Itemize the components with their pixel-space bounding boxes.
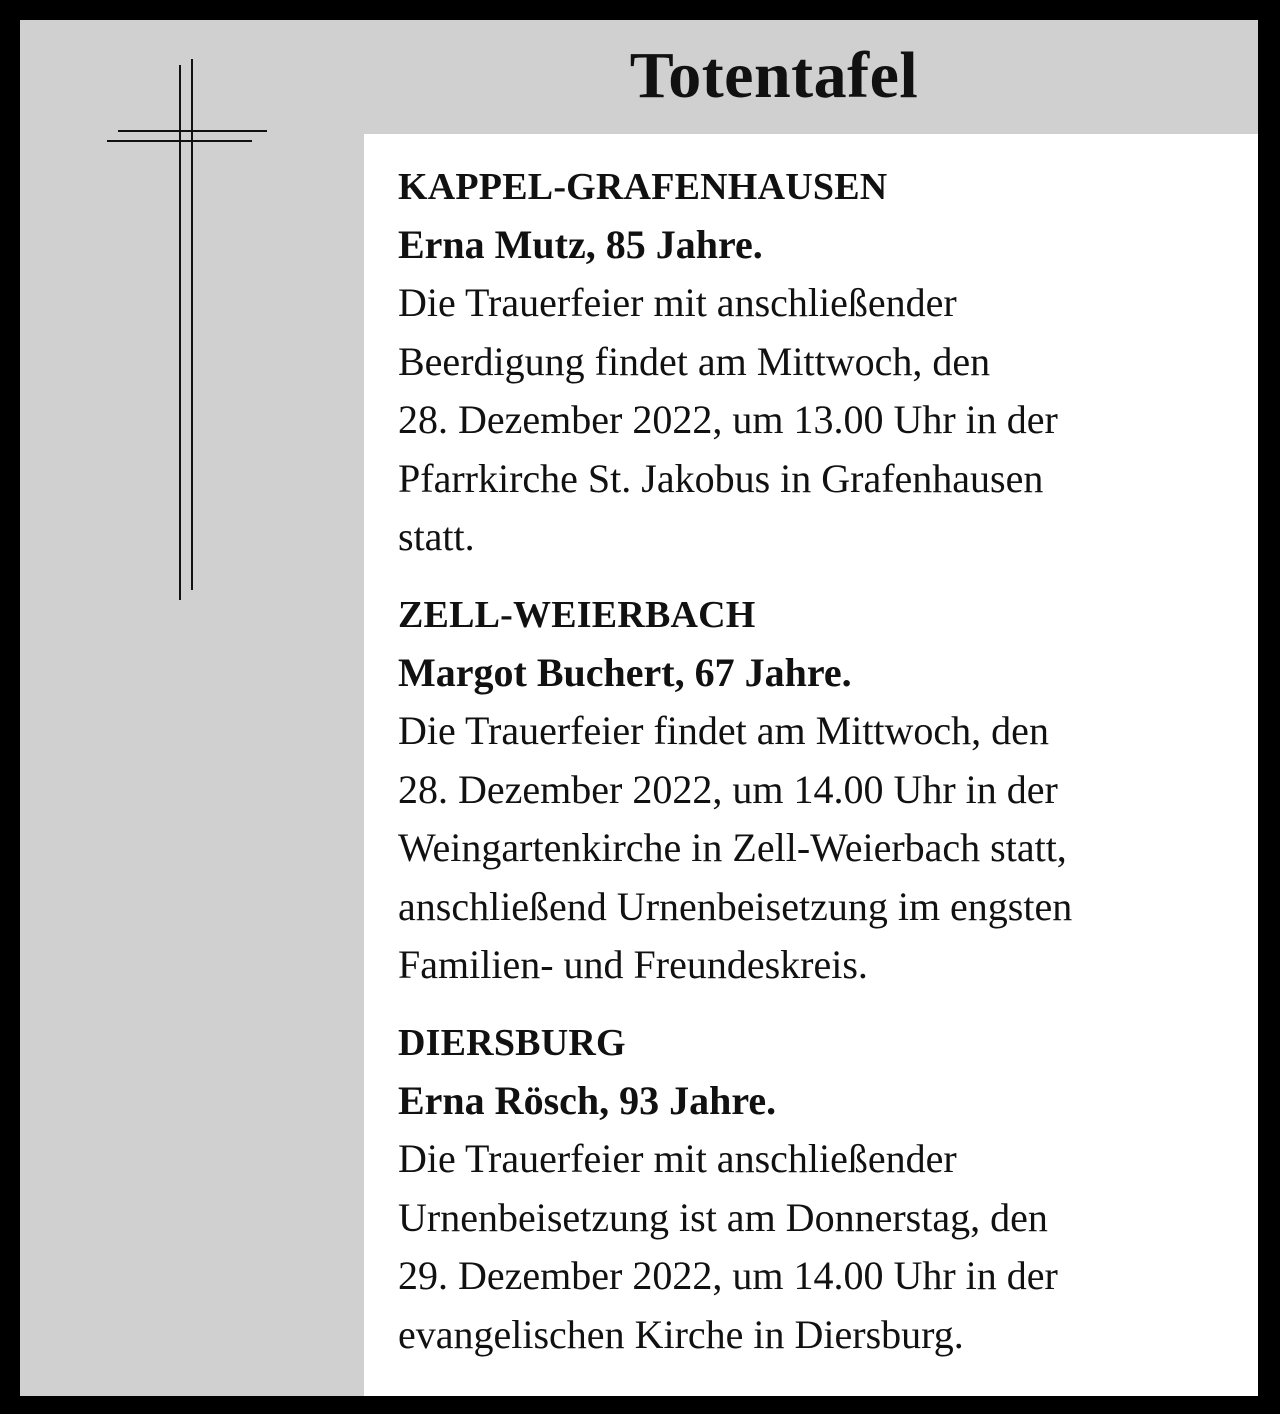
entry-text: Die Trauerfeier findet am Mittwoch, den 28. Dezember 2022, um 14.00 Uhr in der Weingartenkirche in Zell-Weierbach statt, anschließend Urnenbeisetzung im engsten Familien- und Freundeskreis. bbox=[398, 708, 1073, 987]
entry-place: DIERSBURG bbox=[398, 1022, 626, 1064]
page-title: Totentafel bbox=[629, 39, 919, 112]
entry-name: Erna Rösch, 93 Jahre. bbox=[398, 1078, 777, 1123]
obituary-entry bbox=[398, 158, 1228, 567]
obituary-panel bbox=[364, 134, 1258, 1396]
entry-text: Die Trauerfeier mit anschließender Urnenbeisetzung ist am Donnerstag, den 29. Dezember 2022, um 14.00 Uhr in der evangelischen Kirche in Diersburg. bbox=[398, 1136, 1058, 1357]
entry-name: Margot Buchert, 67 Jahre. bbox=[398, 650, 852, 695]
obituary-entry bbox=[398, 1014, 1228, 1364]
cross-icon bbox=[100, 55, 270, 610]
obituary-entry bbox=[398, 586, 1228, 995]
entry-name: Erna Mutz, 85 Jahre. bbox=[398, 222, 763, 267]
entry-text: Die Trauerfeier mit anschließender Beerdigung findet am Mittwoch, den 28. Dezember 2022, um 13.00 Uhr in der Pfarrkirche St. Jakobus in Grafenhausen statt. bbox=[398, 280, 1058, 559]
entry-place: KAPPEL-GRAFENHAUSEN bbox=[398, 166, 888, 208]
entry-place: ZELL-WEIERBACH bbox=[398, 594, 756, 636]
